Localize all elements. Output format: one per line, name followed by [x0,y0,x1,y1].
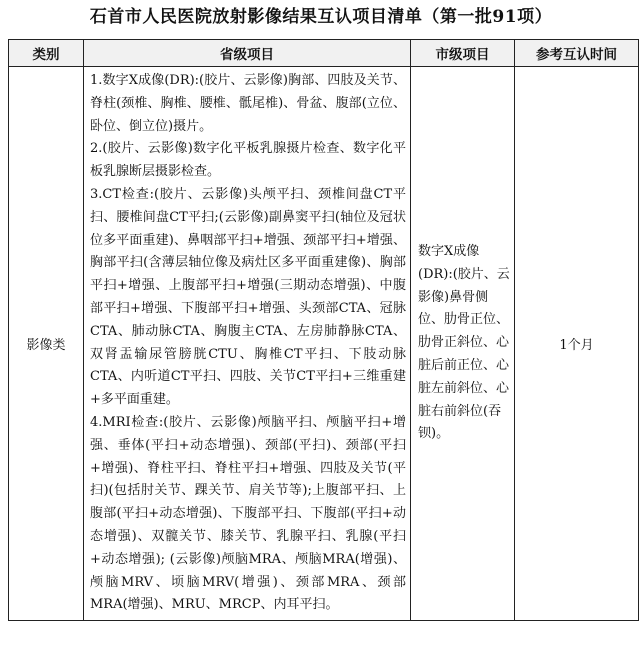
provincial-item-dr: 1.数字X成像(DR):(胶片、云影像)胸部、四肢及关节、脊柱(颈椎、胸椎、腰椎、骶尾椎)、骨盆、腹部(立位、卧位、倒立位)摄片。 [90,73,406,134]
provincial-items-cell [84,67,411,621]
provincial-item-mri: 4.MRI检查:(胶片、云影像)颅脑平扫、颅脑平扫+增强、垂体(平扫+动态增强)、颈部(平扫)、颈部(平扫+增强)、脊柱平扫、脊柱平扫+增强、四肢及关节(平扫)(包括肘关节、踝关节、肩关节等);上腹部平扫、上腹部(平扫+动态增强)、下腹部平扫、下腹部(平扫+动态增强)、双髋关节、膝关节、乳腺平扫、乳腺(平扫+动态增强); (云影像)颅脑MRA、颅脑MRA(增强)、颅脑MRV、顷脑MRV(增强)、颈部MRA、颈部MRA(增强)、MRU、MRCP、内耳平扫。 [90,414,406,613]
city-items-cell [411,67,515,621]
provincial-item-mammography: 2.(胶片、云影像)数字化平板乳腺摄片检查、数字化平板乳腺断层摄影检查。 [90,141,406,180]
reference-time-cell: 1个月 [515,67,639,621]
page-title: 石首市人民医院放射影像结果互认项目清单（第一批91项） [89,7,553,27]
header-category: 类别 [9,40,84,67]
category-cell: 影像类 [9,67,84,621]
header-reference-time: 参考互认时间 [515,40,639,67]
table-header-row [9,40,639,67]
recognition-table [8,39,639,621]
provincial-item-ct: 3.CT检查:(胶片、云影像)头颅平扫、颈椎间盘CT平扫、腰椎间盘CT平扫;(云影像)副鼻窦平扫(轴位及冠状位多平面重建)、鼻咽部平扫+增强、颈部平扫+增强、胸部平扫(含薄层轴位像及病灶区多平面重建像)、胸部平扫+增强、上腹部平扫+增强(三期动态增强)、中腹部平扫+增强、下腹部平扫+增强、头颈部CTA、冠脉CTA、肺动脉CTA、胸腹主CTA、左房肺静脉CTA、双肾盂输尿管膀胱CTU、胸椎CT平扫、下肢动脉 CTA、内听道CT平扫、四肢、关节CT平扫+三维重建+多平面重建。 [90,186,406,408]
city-item-dr: 数字X成像(DR):(胶片、云影像)鼻骨侧位、肋骨正位、肋骨正斜位、心脏后前正位、心脏左前斜位、心脏右前斜位(吞钡)。 [418,243,510,442]
header-city-items: 市级项目 [411,40,515,67]
header-provincial-items: 省级项目 [84,40,411,67]
table-row [9,67,639,621]
